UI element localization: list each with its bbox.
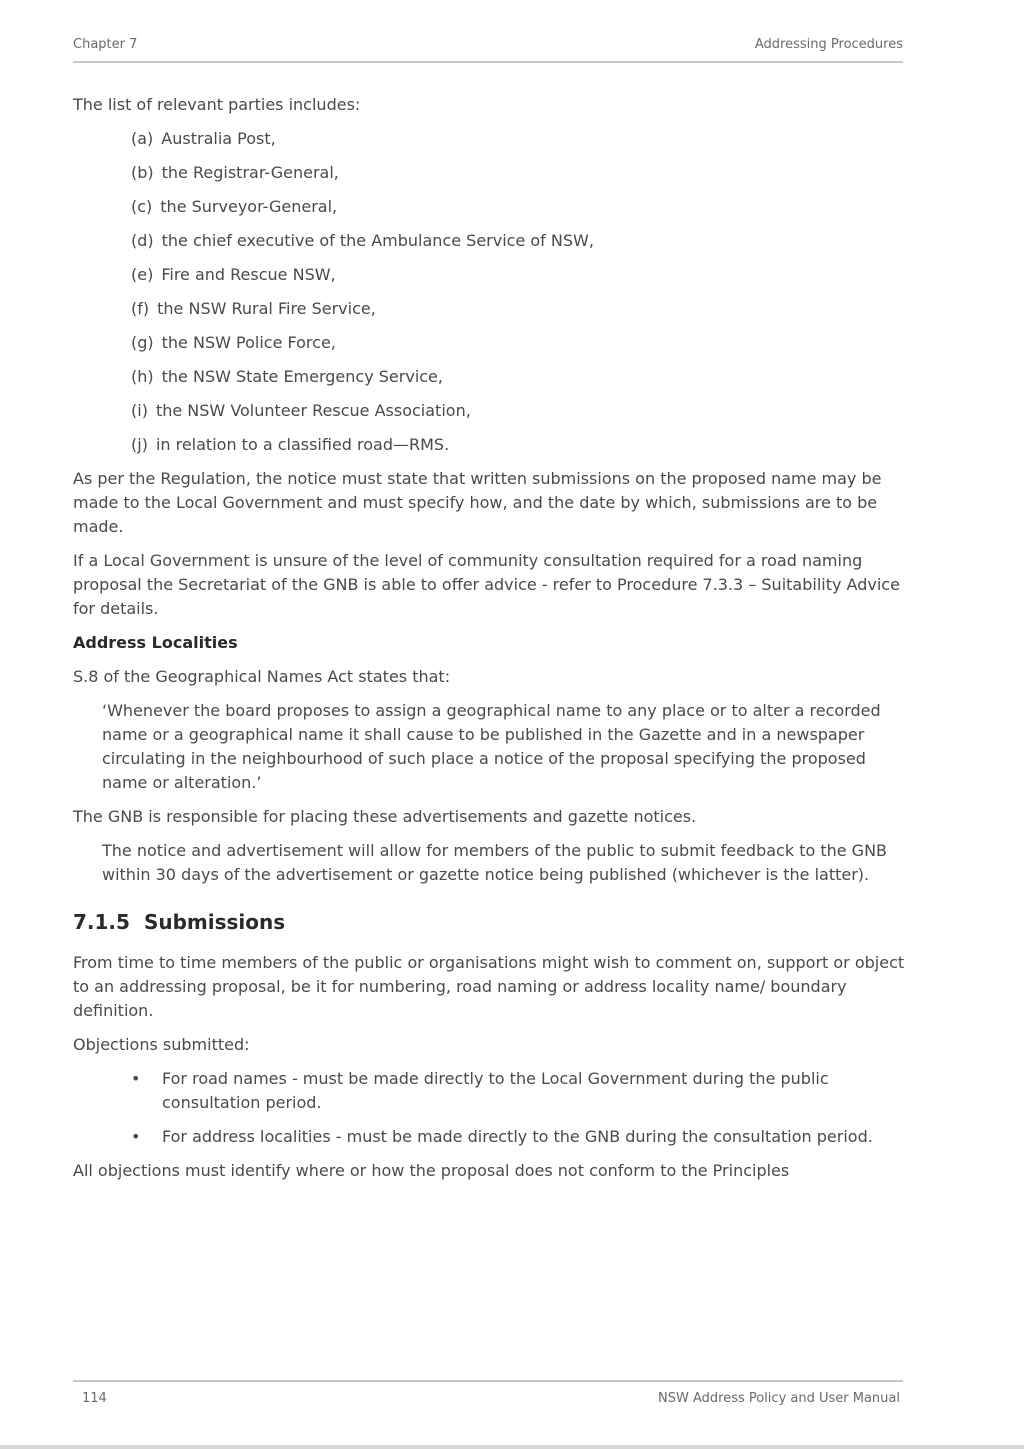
list-item-text: Fire and Rescue NSW,: [161, 265, 336, 284]
list-item-label: (f): [131, 299, 150, 318]
page-body: [73, 93, 908, 1193]
list-item: [73, 365, 908, 389]
list-item-label: (e): [131, 265, 154, 284]
bullet-text: For address localities - must be made directly to the GNB during the consultation period.: [162, 1127, 873, 1146]
list-item: [73, 161, 908, 185]
page-header: [73, 37, 903, 57]
list-item-text: the Surveyor-General,: [160, 197, 338, 216]
list-item-text: Australia Post,: [161, 129, 276, 148]
bullet-item: [73, 1125, 908, 1149]
submissions-paragraph: From time to time members of the public or organisations might wish to comment on, support or object to an addressing proposal, be it for numbering, road naming or address locality name/ boundary definition.: [73, 953, 905, 1020]
list-item-label: (a): [131, 129, 154, 148]
objections-paragraph: Objections submitted:: [73, 1035, 250, 1054]
bullet-text: For road names - must be made directly to the Local Government during the public consultation period.: [162, 1069, 829, 1112]
s8-paragraph: S.8 of the Geographical Names Act states that:: [73, 667, 451, 686]
notice-quote: The notice and advertisement will allow for members of the public to submit feedback to the GNB within 30 days of the advertisement or gazette notice being published (whichever is the latter).: [102, 841, 888, 884]
list-item: [73, 195, 908, 219]
header-title: Addressing Procedures: [754, 37, 903, 52]
header-divider: [73, 61, 903, 63]
relevant-parties-list: [73, 127, 908, 457]
list-item: [73, 433, 908, 457]
section-number: 7.1.5: [73, 910, 130, 934]
list-item-text: the chief executive of the Ambulance Service of NSW,: [161, 231, 594, 250]
list-item-label: (g): [131, 333, 154, 352]
footer-divider: [73, 1380, 903, 1382]
list-item: [73, 297, 908, 321]
section-title: Submissions: [143, 910, 286, 934]
list-item-text: the NSW Rural Fire Service,: [157, 299, 376, 318]
list-item-text: the NSW Police Force,: [161, 333, 336, 352]
section-heading: [73, 909, 908, 935]
list-item-label: (h): [131, 367, 154, 386]
list-item: [73, 263, 908, 287]
intro-paragraph: The list of relevant parties includes:: [73, 95, 361, 114]
list-item: [73, 331, 908, 355]
header-chapter: Chapter 7: [73, 37, 138, 52]
list-item-text: the NSW State Emergency Service,: [161, 367, 443, 386]
footer-title: NSW Address Policy and User Manual: [658, 1391, 900, 1406]
all-objections-paragraph: All objections must identify where or how the proposal does not conform to the Principles: [73, 1161, 790, 1180]
bullet-marker: •: [131, 1127, 141, 1146]
list-item-label: (b): [131, 163, 154, 182]
page-bottom-edge: [0, 1445, 1024, 1449]
list-item: [73, 127, 908, 151]
address-localities-heading: Address Localities: [73, 633, 238, 652]
list-item-label: (d): [131, 231, 154, 250]
s8-quote: ‘Whenever the board proposes to assign a geographical name to any place or to alter a recorded name or a geographical name it shall cause to be published in the Gazette and in a newspaper circulating in the neighbourhood of such place a notice of the proposal specifying the proposed name or alteration.’: [102, 701, 881, 792]
gnb-paragraph: The GNB is responsible for placing these advertisements and gazette notices.: [73, 807, 697, 826]
page-number: 114: [82, 1391, 107, 1406]
list-item: [73, 399, 908, 423]
list-item-text: the NSW Volunteer Rescue Association,: [155, 401, 471, 420]
regulation-paragraph: As per the Regulation, the notice must state that written submissions on the proposed name may be made to the Local Government and must specify how, and the date by which, submissions are to be made.: [73, 469, 882, 536]
list-item-label: (i): [131, 401, 148, 420]
list-item-text: the Registrar-General,: [161, 163, 339, 182]
list-item-text: in relation to a classified road—RMS.: [155, 435, 450, 454]
list-item-label: (j): [131, 435, 148, 454]
bullet-marker: •: [131, 1069, 141, 1088]
list-item: [73, 229, 908, 253]
page-footer: [73, 1391, 903, 1411]
list-item-label: (c): [131, 197, 153, 216]
objections-list: [73, 1067, 908, 1149]
bullet-item: [73, 1067, 908, 1115]
unsure-paragraph: If a Local Government is unsure of the level of community consultation required for a road naming proposal the Secretariat of the GNB is able to offer advice - refer to Procedure 7.3.3 – Suitability Advice for details.: [73, 551, 900, 618]
